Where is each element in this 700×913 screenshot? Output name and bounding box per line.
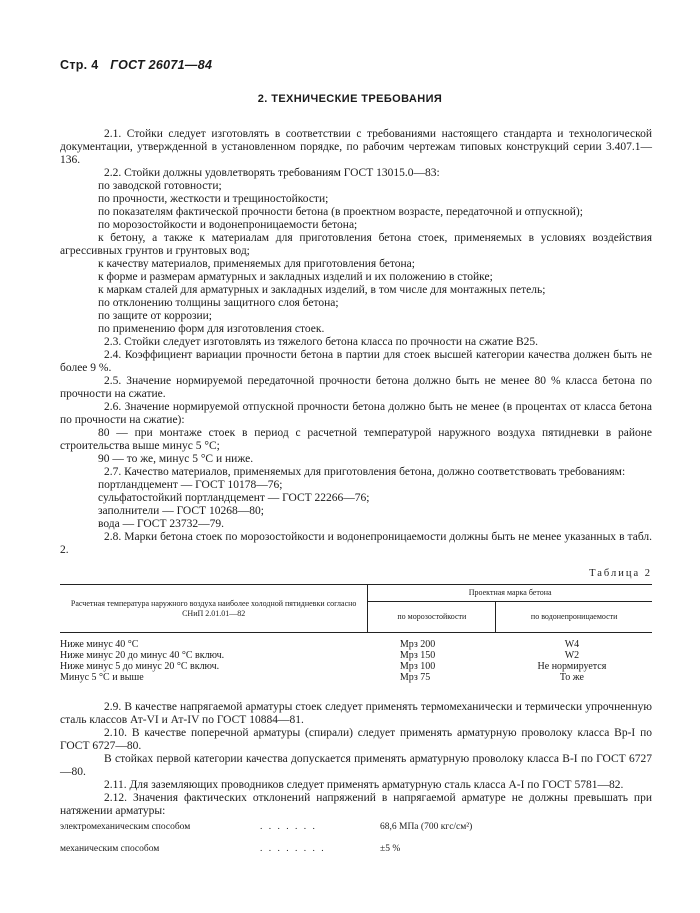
list-item: заполнители — ГОСТ 10268—80; xyxy=(98,505,264,517)
measurement-row xyxy=(60,821,652,833)
list-item: по морозостойкости и водонепроницаемости бетона; xyxy=(98,219,358,231)
table-2 xyxy=(60,584,652,685)
paragraph-2-3: 2.3. Стойки следует изготовлять из тяжелого бетона класса по прочности на сжатие В25. xyxy=(104,336,539,348)
leader-dots: . . . . . . . xyxy=(260,822,317,832)
measurement-row xyxy=(60,843,652,855)
paragraph-2-9: 2.9. В качестве напрягаемой арматуры стоек следует применять термомеханически и термически упрочненную сталь классов Ат-VI и Ат-IV по ГОСТ 10884—81. xyxy=(60,701,652,726)
table-caption: Таблица 2 xyxy=(589,568,652,579)
paragraph-2-4: 2.4. Коэффициент вариации прочности бетона в партии для стоек высшей категории качества должен быть не более 9 %. xyxy=(60,349,652,374)
table-row xyxy=(60,633,652,686)
measurement-value: ±5 % xyxy=(380,844,401,854)
table-header-frost: по морозостойкости xyxy=(368,602,496,633)
list-item: к форме и размерам арматурных и закладных изделий и их положению в стойке; xyxy=(98,271,493,283)
paragraph-2-6: 2.6. Значение нормируемой отпускной прочности бетона должно быть не менее (в процентах от класса бетона по прочности на сжатие): xyxy=(60,401,652,426)
paragraph-2-8: 2.8. Марки бетона стоек по морозостойкости и водонепроницаемости должны быть не менее указанных в табл. 2. xyxy=(60,531,652,556)
table-header-water: по водонепроницаемости xyxy=(496,602,652,633)
list-item: по прочности, жесткости и трещиностойкости; xyxy=(98,193,329,205)
section-title: 2. ТЕХНИЧЕСКИЕ ТРЕБОВАНИЯ xyxy=(257,93,443,105)
water-cell: W4 W2 Не нормируется То же xyxy=(537,639,607,683)
measurement-label: электромеханическим способом xyxy=(60,822,191,832)
list-item: к качеству материалов, применяемых для приготовления бетона; xyxy=(98,258,415,270)
paragraph-2-5: 2.5. Значение нормируемой передаточной прочности бетона должно быть не менее 80 % класса бетона по прочности на сжатие. xyxy=(60,375,652,400)
paragraph-2-10: 2.10. В качестве поперечной арматуры (спирали) следует применять арматурную проволоку класса Вр-I по ГОСТ 6727—80. xyxy=(60,727,652,752)
list-item: к маркам сталей для арматурных и закладных изделий, в том числе для монтажных петель; xyxy=(98,284,546,296)
list-item: портландцемент — ГОСТ 10178—76; xyxy=(98,479,283,491)
list-item: по заводской готовности; xyxy=(98,180,222,192)
list-item: по применению форм для изготовления стоек. xyxy=(98,323,325,335)
paragraph-2-2: 2.2. Стойки должны удовлетворять требованиям ГОСТ 13015.0—83: xyxy=(104,167,440,179)
paragraph-2-7: 2.7. Качество материалов, применяемых для приготовления бетона, должно соответствовать требованиям: xyxy=(104,466,626,478)
list-item: по защите от коррозии; xyxy=(98,310,212,322)
document-body xyxy=(60,128,652,855)
list-item: по отклонению толщины защитного слоя бетона; xyxy=(98,297,339,309)
measurement-value: 68,6 МПа (700 кгс/см²) xyxy=(380,822,473,832)
page-number: Стр. 4 xyxy=(60,58,99,72)
frost-cell: Мрз 200 Мрз 150 Мрз 100 Мрз 75 xyxy=(399,639,436,683)
table-header-group: Проектная марка бетона xyxy=(368,585,652,602)
list-item: вода — ГОСТ 23732—79. xyxy=(98,518,224,530)
table-header-temperature: Расчетная температура наружного воздуха наиболее холодной пятидневки согласно СНиП 2.01.01—82 xyxy=(60,585,368,633)
list-item: сульфатостойкий портландцемент — ГОСТ 22266—76; xyxy=(98,492,370,504)
page-header xyxy=(60,58,212,72)
list-item: по показателям фактической прочности бетона (в проектном возрасте, передаточной и отпускной); xyxy=(98,206,583,218)
standard-code: ГОСТ 26071—84 xyxy=(110,58,213,72)
list-item: к бетону, а также к материалам для приготовления бетона стоек, применяемых в условиях воздействия агрессивных грунтов и грунтовых вод; xyxy=(60,232,652,257)
leader-dots: . . . . . . . . xyxy=(260,844,326,854)
paragraph-2-11: 2.11. Для заземляющих проводников следует применять арматурную сталь класса А-I по ГОСТ 5781—82. xyxy=(104,779,624,791)
list-item: 90 — то же, минус 5 °С и ниже. xyxy=(98,453,254,465)
paragraph-2-10-note: В стойках первой категории качества допускается применять арматурную проволоку класса В-I по ГОСТ 6727—80. xyxy=(60,753,652,778)
measurement-label: механическим способом xyxy=(60,844,160,854)
temperature-cell: Ниже минус 40 °С Ниже минус 20 до минус 40 °С включ. Ниже минус 5 до минус 20 °С включ. Минус 5 °С и выше xyxy=(60,639,225,683)
paragraph-2-1: 2.1. Стойки следует изготовлять в соответствии с требованиями настоящего стандарта и технологической документации, утвержденной в установленном порядке, по рабочим чертежам типовых конструкций серии 3.407.1—136. xyxy=(60,128,652,166)
paragraph-2-12: 2.12. Значения фактических отклонений напряжений в напрягаемой арматуре не должны превышать при натяжении арматуры: xyxy=(60,792,652,817)
list-item: 80 — при монтаже стоек в период с расчетной температурой наружного воздуха пятидневки в районе строительства выше минус 5 °С; xyxy=(60,427,652,452)
